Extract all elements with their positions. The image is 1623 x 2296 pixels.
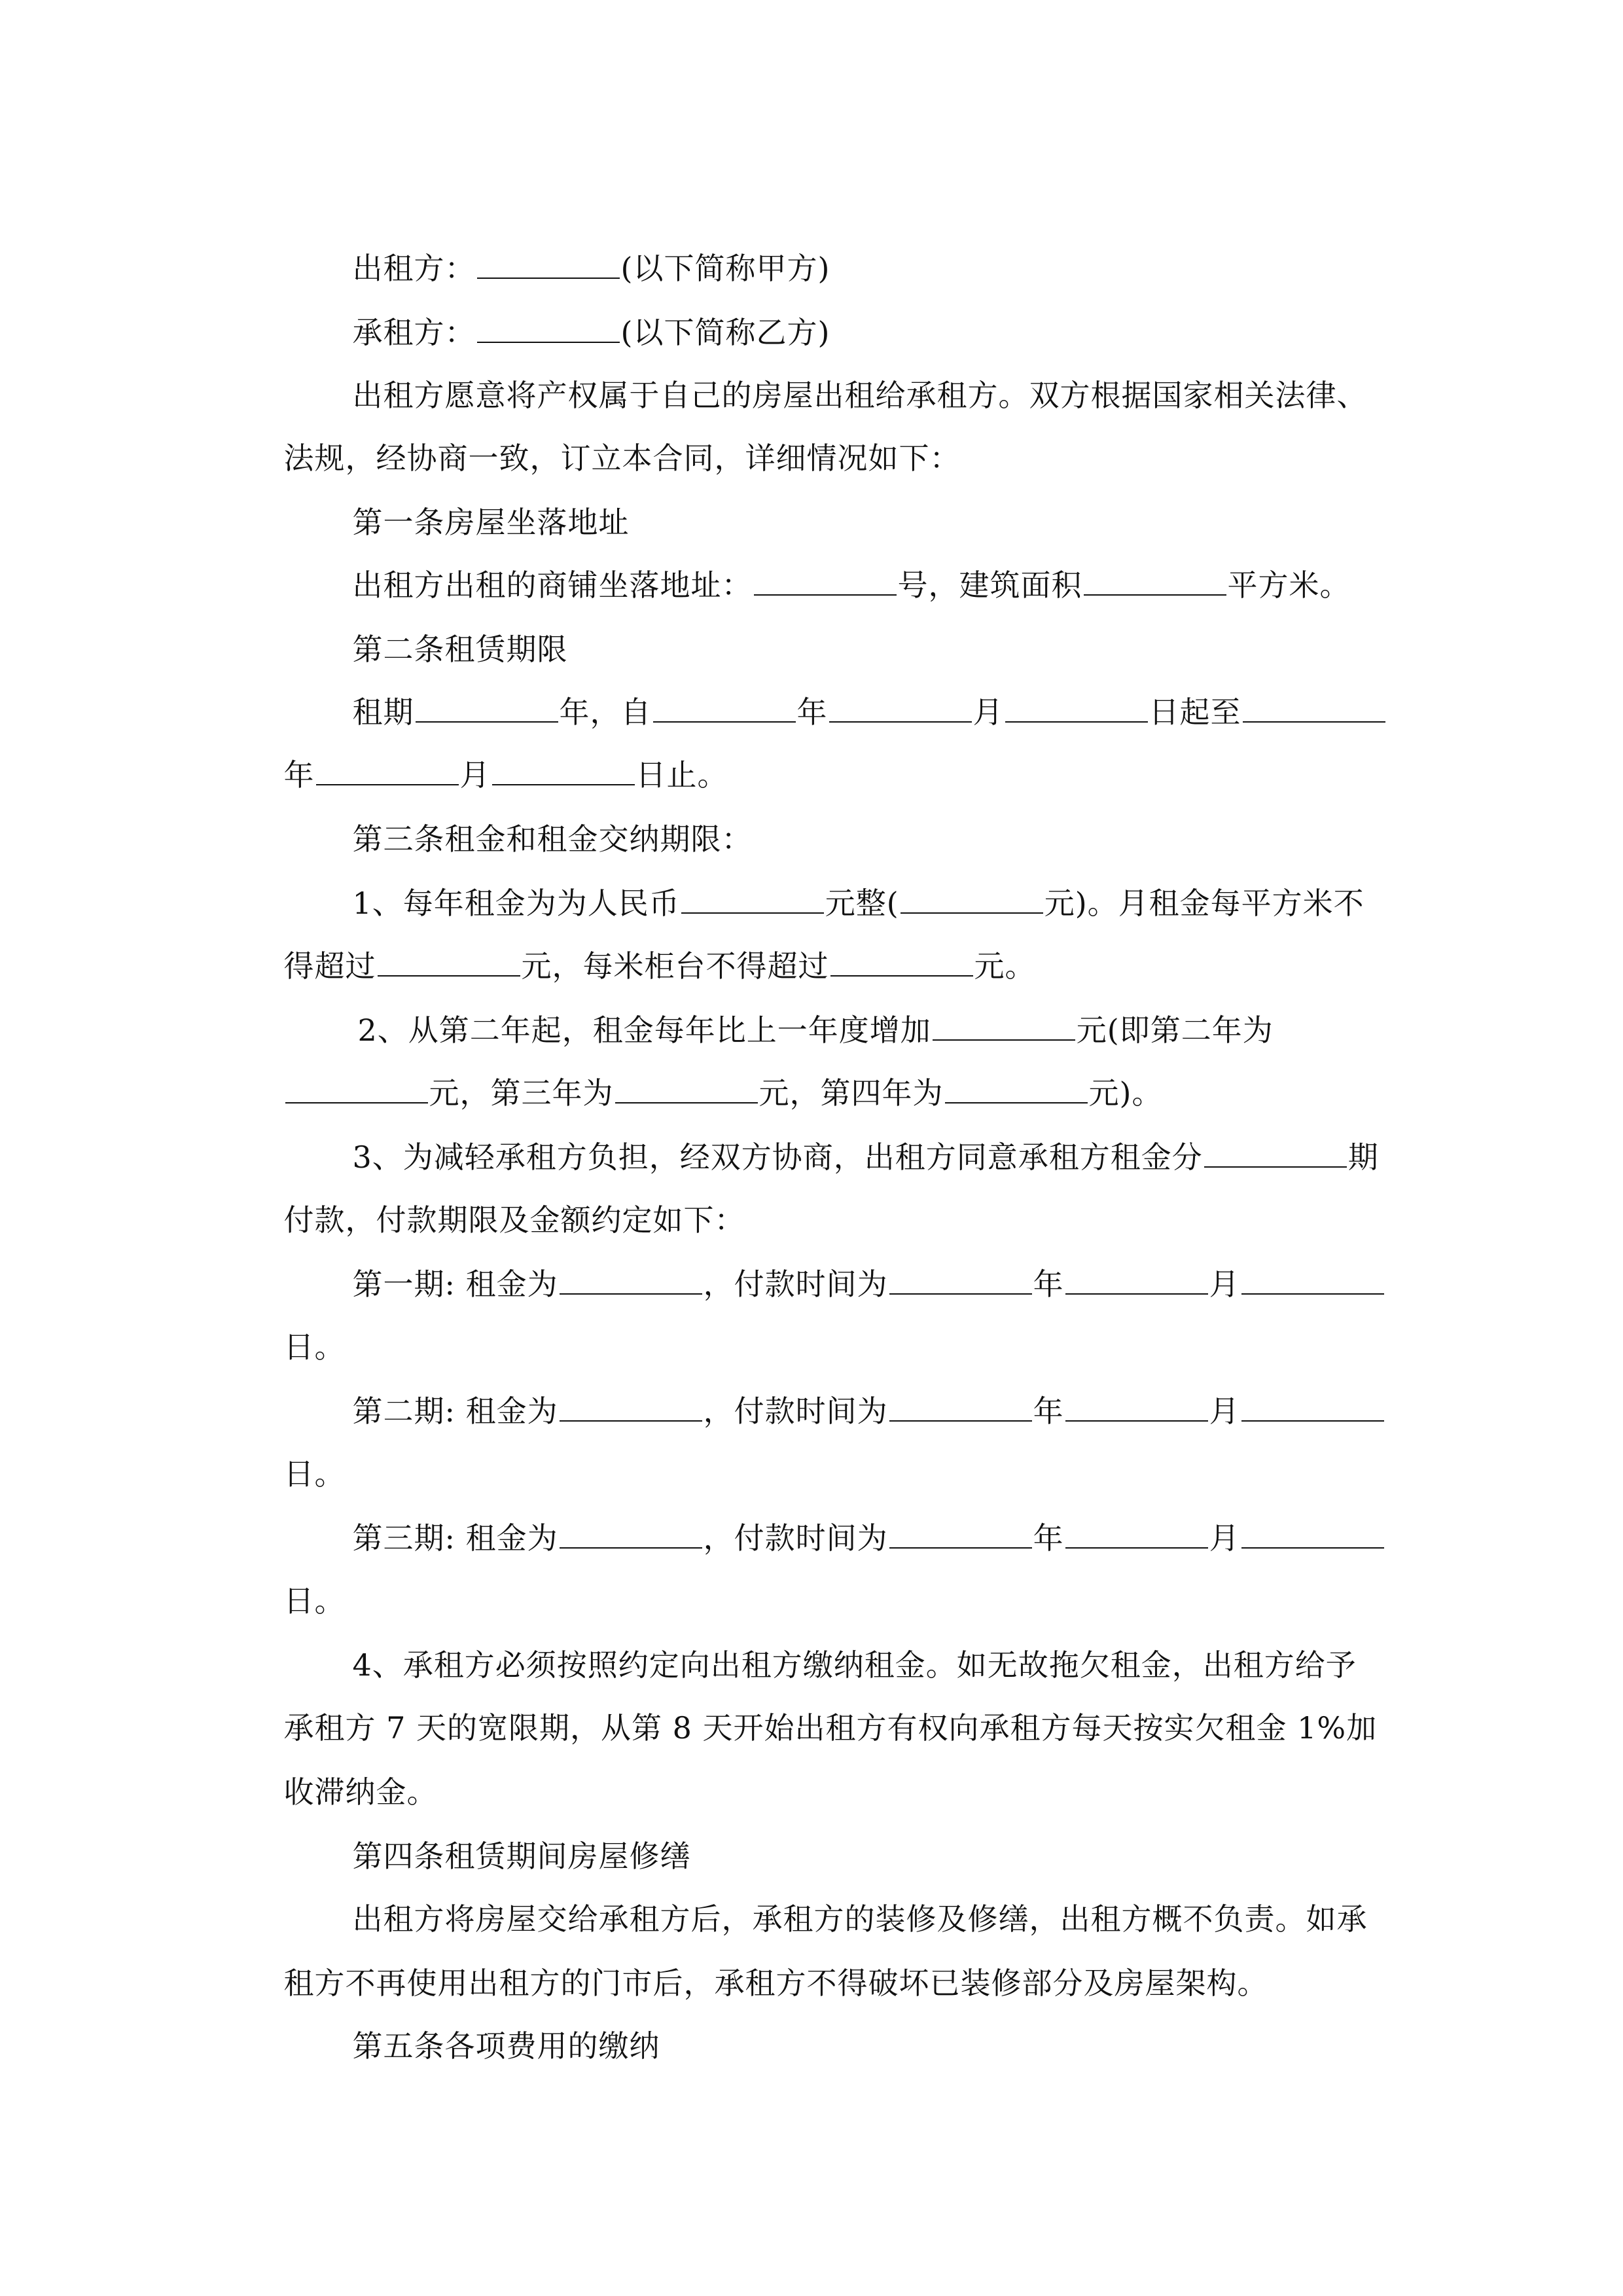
rent-p4-line-1: 4、承租方必须按照约定向出租方缴纳租金。如无故拖欠租金，出租方给予 — [352, 1647, 1357, 1683]
rent-p2-line-1: 2、从第二年起，租金每年比上一年度增加 元(即第二年为 — [357, 1013, 1274, 1048]
lease-term-line-2: 年 月 日止。 — [283, 757, 728, 793]
installment-2-day-line: 日。 — [283, 1456, 346, 1492]
rent-p4-line-2: 承租方 7 天的宽限期，从第 8 天开始出租方有权向承租方每天按实欠租金 1%加 — [283, 1710, 1378, 1746]
article2-title: 第二条租赁期限 — [352, 632, 568, 667]
installment-1-day-line: 日。 — [283, 1329, 346, 1365]
article3-title: 第三条租金和租金交纳期限： — [352, 821, 753, 857]
intro-line-1: 出租方愿意将产权属于自己的房屋出租给承租方。双方根据国家相关法律、 — [352, 378, 1368, 413]
article4-line-2: 租方不再使用出租方的门市后，承租方不得破坏已装修部分及房屋架构。 — [283, 1965, 1268, 2001]
article5-title: 第五条各项费用的缴纳 — [352, 2028, 660, 2064]
article1-title: 第一条房屋坐落地址 — [352, 505, 630, 540]
lessee-suffix: (以下简称乙方) — [620, 315, 830, 350]
rent-p2-line-2: 元，第三年为 元，第四年为 元)。 — [0, 1034, 1623, 1152]
article4-title: 第四条租赁期间房屋修缮 — [352, 1839, 691, 1874]
installment-2-line: 第二期: 租金为 ，付款时间为 年 月 — [0, 1352, 1623, 1470]
rent-p3-line-2: 付款，付款期限及金额约定如下： — [283, 1202, 745, 1238]
intro-line-2: 法规，经协商一致，订立本合同，详细情况如下： — [283, 440, 961, 476]
lessee-label: 承租方： — [352, 315, 476, 350]
rent-p1-line-2: 得超过 元，每米柜台不得超过 元。 — [283, 948, 1036, 984]
rent-p3-line-1: 3、为减轻承租方负担，经双方协商，出租方同意承租方租金分 期 — [352, 1139, 1379, 1175]
installment-1-line: 第一期: 租金为 ，付款时间为 年 月 — [0, 1225, 1623, 1343]
rent-p1-line-1: 1、每年租金为为人民币 元整( 元)。月租金每平方米不 — [352, 886, 1364, 921]
lessor-suffix: (以下简称甲方) — [620, 251, 830, 286]
installment-3-line: 第三期: 租金为 ，付款时间为 年 月 — [0, 1479, 1623, 1597]
article4-line-1: 出租方将房屋交给承租方后，承租方的装修及修缮，出租方概不负责。如承 — [352, 1901, 1368, 1937]
lease-term-line-1: 租期 年，自 年 月 日起至 — [0, 653, 1623, 771]
article1-address-line: 出租方出租的商铺坐落地址： 号，建筑面积 平方米。 — [352, 567, 1351, 603]
lessor-label: 出租方： — [352, 251, 476, 286]
rent-p4-line-3: 收滞纳金。 — [283, 1774, 438, 1810]
installment-3-day-line: 日。 — [283, 1583, 346, 1619]
